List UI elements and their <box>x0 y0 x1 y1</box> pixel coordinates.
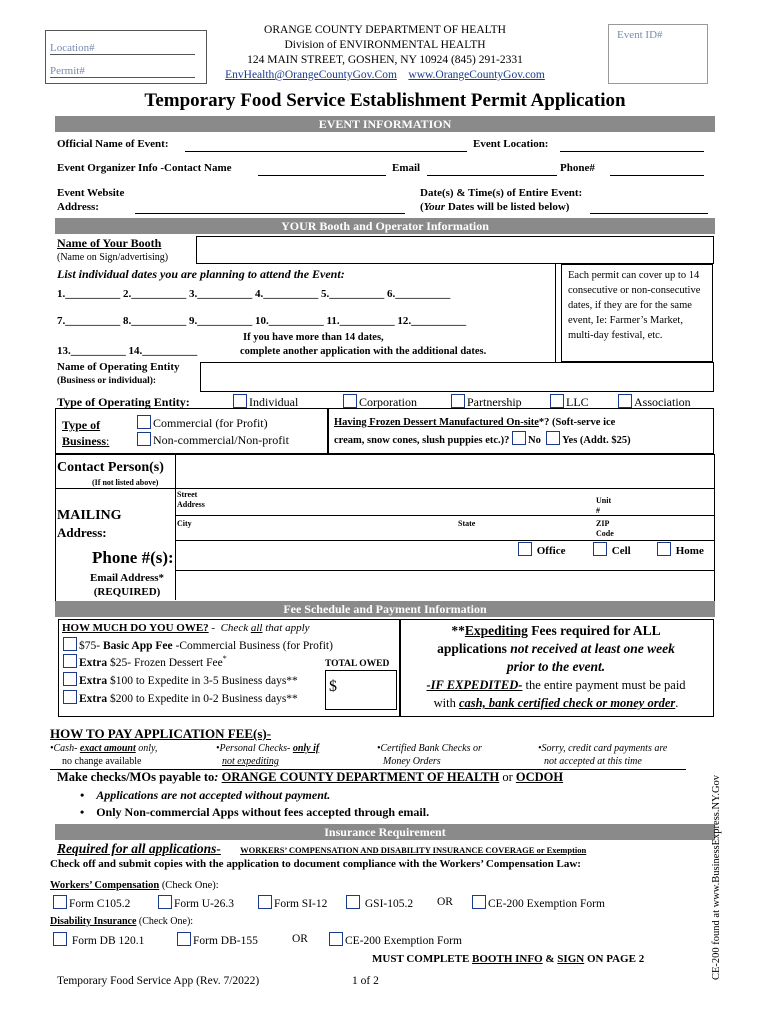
fee-schedule-bar: Fee Schedule and Payment Information <box>55 601 715 617</box>
di-option-db120[interactable]: Form DB 120.1 <box>53 932 144 947</box>
contact-person-label: Contact Person(s) <box>57 460 164 475</box>
attend-dates-label: List individual dates you are planning to attend the Event: <box>57 267 345 281</box>
unit-input[interactable] <box>612 490 710 514</box>
pay-certified: •Certified Bank Checks or Money Orders <box>377 743 482 767</box>
checkbox-icon <box>451 394 465 408</box>
phone-office-option[interactable]: Office <box>518 542 565 557</box>
checkbox-icon <box>546 431 560 445</box>
wc-option-si12[interactable]: Form SI-12 <box>258 895 327 910</box>
event-info-bar: EVENT INFORMATION <box>55 116 715 132</box>
event-location-field[interactable] <box>560 151 704 152</box>
organizer-label: Event Organizer Info -Contact Name <box>57 162 232 174</box>
more-dates-note: If you have more than 14 dates, complete another application with the additional dates. <box>240 332 487 357</box>
checkbox-icon <box>137 432 151 446</box>
checkbox-icon <box>472 895 486 909</box>
di-or: OR <box>292 933 308 945</box>
checkbox-icon <box>329 932 343 946</box>
checkbox-icon <box>518 542 532 556</box>
pay-credit: •Sorry, credit card payments are not accepted at this time <box>538 743 668 767</box>
email-address-input[interactable] <box>177 572 711 598</box>
operating-entity-label: Name of Operating Entity (Business or individual): <box>57 361 180 386</box>
checkbox-icon <box>158 895 172 909</box>
wc-option-ce200[interactable]: CE-200 Exemption Form <box>472 895 605 910</box>
website-link[interactable]: www.OrangeCountyGov.com <box>408 69 545 81</box>
booth-name-sub: (Name on Sign/advertising) <box>57 252 169 263</box>
insurance-required: Required for all applications- WORKERS’ COMPENSATION AND DISABILITY INSURANCE COVERAGE or Exemption <box>57 841 587 856</box>
checkbox-icon <box>593 542 607 556</box>
email-link[interactable]: EnvHealth@OrangeCountyGov.Com <box>225 69 397 81</box>
how-to-pay-label: HOW TO PAY APPLICATION FEE(s)- <box>50 726 272 741</box>
dates-field[interactable] <box>590 213 708 214</box>
wc-label: Workers’ Compensation (Check One): <box>50 880 219 891</box>
dept-line-2: Division of ENVIRONMENTAL HEALTH <box>284 39 486 51</box>
checkbox-icon <box>618 394 632 408</box>
entity-opt-association[interactable]: Association <box>618 394 691 410</box>
entity-opt-partnership[interactable]: Partnership <box>451 394 522 410</box>
permit-field[interactable]: Permit# <box>50 65 195 78</box>
total-owed-label: TOTAL OWED <box>325 659 390 669</box>
checkbox-icon <box>53 932 67 946</box>
state-label: State <box>458 519 476 528</box>
attend-dates-row-3[interactable]: 13.__________ 14.__________ <box>57 345 198 357</box>
street-address-label: Street Address <box>177 490 205 509</box>
event-id-label: Event ID# <box>617 29 663 41</box>
organizer-field[interactable] <box>258 175 386 176</box>
attend-dates-row-2[interactable]: 7.__________ 8.__________ 9.__________ 10.__________ 11.__________ 12.__________ <box>57 315 467 327</box>
contact-person-input[interactable] <box>177 456 711 486</box>
email-address-label: Email Address* (REQUIRED) <box>90 572 165 598</box>
zip-input[interactable] <box>615 517 710 539</box>
permit-note: Each permit can cover up to 14 consecutive or non-consecutive dates, if they are for the same event, Ie: Farmer’s Market, multi-day festival, etc. <box>568 270 701 341</box>
phone-label: Phone# <box>560 162 595 174</box>
di-option-db155[interactable]: Form DB-155 <box>177 932 258 947</box>
must-complete-note: MUST COMPLETE BOOTH INFO & SIGN ON PAGE 2 <box>372 953 645 965</box>
payment-bullet-1: • Applications are not accepted without payment. <box>80 788 331 802</box>
di-label: Disability Insurance (Check One): <box>50 916 194 927</box>
wc-or: OR <box>437 896 453 908</box>
phone-home-option[interactable]: Home <box>657 542 704 557</box>
checkbox-icon <box>512 431 526 445</box>
location-field[interactable]: Location# <box>50 42 195 55</box>
pay-personal-checks: •Personal Checks- only if not expediting <box>216 743 320 767</box>
checkbox-icon <box>657 542 671 556</box>
type-entity-label: Type of Operating Entity: <box>57 395 190 409</box>
payment-bullet-2: • Only Non-commercial Apps without fees accepted through email. <box>80 805 430 819</box>
checkbox-icon <box>343 394 357 408</box>
checkbox-icon <box>63 637 77 651</box>
contact-person-sub: (If not listed above) <box>92 478 159 487</box>
frozen-fee-option[interactable]: Extra $25- Frozen Dessert Fee* <box>63 654 227 669</box>
website-field[interactable] <box>135 213 405 214</box>
city-input[interactable] <box>195 517 450 539</box>
checkbox-icon <box>233 394 247 408</box>
dept-line-3: 124 MAIN STREET, GOSHEN, NY 10924 (845) 291-2331 <box>247 54 523 66</box>
entity-opt-individual[interactable]: Individual <box>233 394 298 410</box>
department-header <box>205 23 565 83</box>
dollar-sign: $ <box>329 678 337 695</box>
booth-info-bar: YOUR Booth and Operator Information <box>55 218 715 234</box>
street-address-input[interactable] <box>210 490 590 514</box>
checkbox-icon <box>550 394 564 408</box>
checkbox-icon <box>137 415 151 429</box>
frozen-yes-option[interactable]: Yes (Addt. $25) <box>546 435 631 446</box>
footer-revision: Temporary Food Service App (Rev. 7/2022) <box>57 975 260 987</box>
website-label: Event Website Address: <box>57 187 125 213</box>
booth-name-input[interactable] <box>196 236 714 264</box>
checkbox-icon <box>63 690 77 704</box>
state-input[interactable] <box>480 517 590 539</box>
city-label: City <box>177 519 192 528</box>
pay-cash: •Cash- exact amount only, no change available <box>50 743 158 767</box>
operating-entity-input[interactable] <box>200 362 714 392</box>
insurance-bar: Insurance Requirement <box>55 824 715 840</box>
page-title: Temporary Food Service Establishment Permit Application <box>144 90 626 111</box>
checkbox-icon <box>258 895 272 909</box>
phone-input[interactable] <box>177 556 711 570</box>
booth-name-label: Name of Your Booth <box>57 236 162 250</box>
payable-to: Make checks/MOs payable to: ORANGE COUNTY DEPARTMENT OF HEALTH or OCDOH <box>57 770 564 784</box>
official-name-field[interactable] <box>185 151 467 152</box>
mailing-label: MAILING Address: <box>57 508 122 540</box>
phone-field[interactable] <box>610 175 704 176</box>
checkbox-icon <box>177 932 191 946</box>
zip-label: ZIP Code <box>596 519 614 538</box>
wc-option-gsi105[interactable]: GSI-105.2 <box>346 895 413 910</box>
dept-line-1: ORANGE COUNTY DEPARTMENT OF HEALTH <box>264 24 506 36</box>
wc-option-c105[interactable]: Form C105.2 <box>53 895 130 910</box>
event-location-label: Event Location: <box>473 138 549 150</box>
type-business-label: Type of Business: <box>62 418 110 448</box>
expedite-0-2-option[interactable]: Extra $200 to Expedite in 0-2 Business days** <box>63 690 298 705</box>
wc-option-u26[interactable]: Form U-26.3 <box>158 895 234 910</box>
unit-label: Unit # <box>596 496 612 515</box>
frozen-dessert-question: Having Frozen Dessert Manufactured On-site*? (Soft-serve ice cream, snow cones, slush puppies etc.)? No Yes (Addt. $25) <box>334 417 631 446</box>
phone-label-big: Phone #(s): <box>92 548 174 567</box>
attend-dates-row-1[interactable]: 1.__________ 2.__________ 3.__________ 4.__________ 5.__________ 6.__________ <box>57 288 451 300</box>
email-label: Email <box>392 162 421 174</box>
phone-cell-option[interactable]: Cell <box>593 542 631 557</box>
footer-page: 1 of 2 <box>352 975 379 987</box>
commercial-option[interactable]: Commercial (for Profit) <box>137 415 268 431</box>
expedite-note: **Expediting Fees required for ALL applications not received at least one week prior to the event. -IF EXPEDITED- the entire payment must be paid with cash, bank certified check or money order. <box>426 623 686 710</box>
basic-fee-option[interactable]: $75- Basic App Fee -Commercial Business (for Profit) <box>63 637 333 652</box>
entity-opt-llc[interactable]: LLC <box>550 394 589 410</box>
dates-label: Date(s) & Time(s) of Entire Event: (Your Dates will be listed below) <box>420 187 583 213</box>
checkbox-icon <box>63 672 77 686</box>
entity-opt-corporation[interactable]: Corporation <box>343 394 417 410</box>
official-name-label: Official Name of Event: <box>57 138 169 150</box>
insurance-checkoff: Check off and submit copies with the application to document compliance with the Workers’ Compensation Law: <box>50 858 581 870</box>
frozen-no-option[interactable]: No <box>512 435 541 446</box>
side-note: CE-200 found at www.BusinessExpress.NY.Gov <box>711 774 722 980</box>
checkbox-icon <box>346 895 360 909</box>
how-much-label: HOW MUCH DO YOU OWE? - Check all that apply <box>62 622 310 634</box>
checkbox-icon <box>63 654 77 668</box>
expedite-3-5-option[interactable]: Extra $100 to Expedite in 3-5 Business days** <box>63 672 298 687</box>
noncommercial-option[interactable]: Non-commercial/Non-profit <box>137 432 289 448</box>
checkbox-icon <box>53 895 67 909</box>
di-option-ce200[interactable]: CE-200 Exemption Form <box>329 932 462 947</box>
email-field[interactable] <box>427 175 557 176</box>
